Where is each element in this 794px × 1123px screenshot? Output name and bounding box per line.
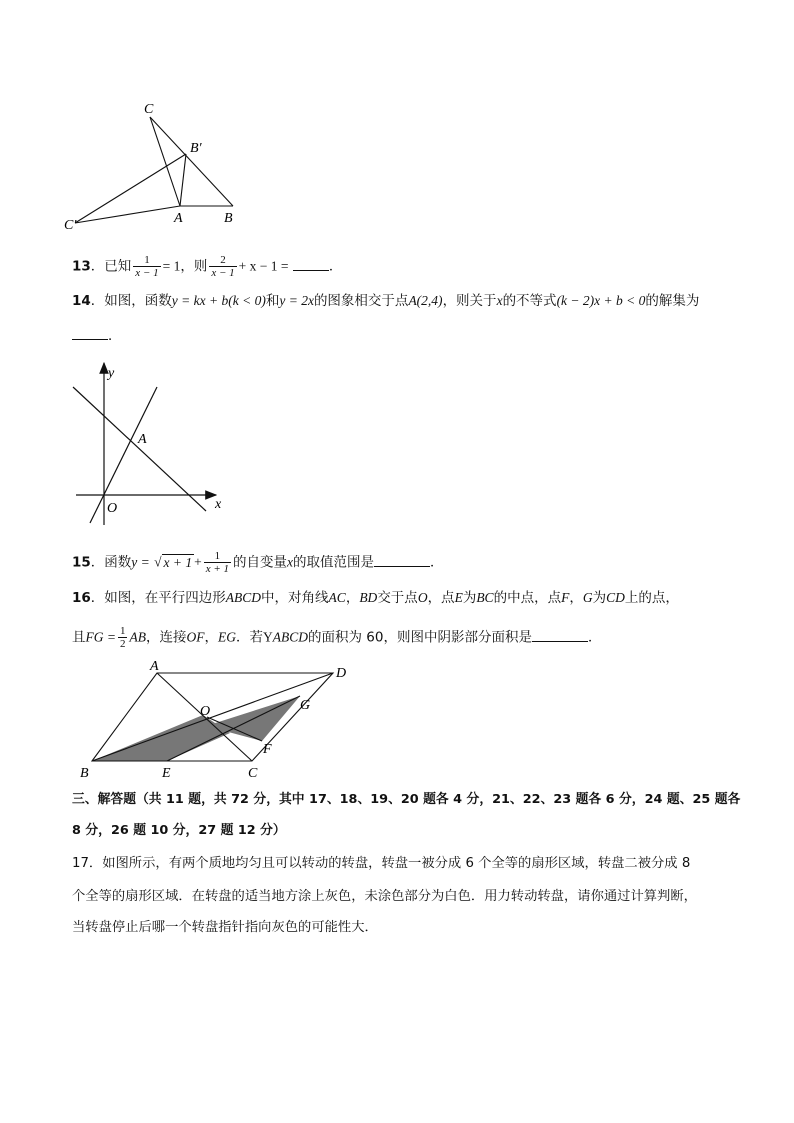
line-y-2x	[90, 387, 157, 523]
fraction-15: $\frac{1}{x + 1}$	[205, 550, 230, 575]
label-D: D	[336, 666, 347, 681]
section-3-heading: 三、解答题（共 11 题，共 72 分，其中 17、18、19、20 题各 4 分，21、22、23 题各 6 分，24 题、25 题各	[72, 792, 741, 807]
question-14-line2: ．	[72, 325, 122, 346]
label-G: G	[300, 698, 311, 713]
fraction-16: $\frac{1}{2}$	[119, 625, 126, 650]
answer-blank-14[interactable]	[72, 325, 108, 340]
label-B-prime: B′	[190, 141, 202, 156]
question-17-line2: 个全等的扇形区域．在转盘的适当地方涂上灰色，未涂色部分为白色．用力转动转盘，请你通过计算判断，	[72, 889, 697, 904]
figure-q12	[60, 95, 260, 245]
diagonal-BD	[92, 673, 333, 761]
segment-CA	[150, 117, 180, 206]
label-x: x	[215, 497, 222, 512]
segment-CB	[150, 117, 233, 206]
label-B: B	[224, 211, 233, 226]
question-13: 13．已知 $\frac{1}{x - 1}$ = 1，则 $\frac{2}{x - 1}$ + x − 1 = ．	[72, 254, 343, 279]
figure-q16	[70, 655, 350, 785]
label-O: O	[107, 501, 118, 516]
answer-blank-15[interactable]	[374, 552, 430, 567]
section-3-heading-line2: 8 分，26 题 10 分，27 题 12 分）	[72, 823, 286, 838]
segment-ABp	[180, 154, 186, 206]
label-E: E	[162, 766, 171, 781]
question-16: 16．如图，在平行四边形ABCD中，对角线AC，BD交于点O，点E为BC的中点，点F，G为CD上的点，	[72, 590, 679, 606]
question-14: 14．如图，函数y = kx + b(k < 0)和y = 2x的图象相交于点A(2,4)，则关于x的不等式(k − 2)x + b < 0的解集为	[72, 293, 700, 309]
label-A: A	[138, 432, 147, 447]
label-A: A	[174, 211, 183, 226]
question-17-line3: 当转盘停止后哪一个转盘指针指向灰色的可能性大．	[72, 920, 378, 935]
sqrt-expression: x + 1	[163, 554, 193, 570]
label-C: C	[144, 102, 154, 117]
question-15: 15．函数y = √ x + 1 + $\frac{1}{x + 1}$ 的自变量x的取值范围是 ．	[72, 550, 444, 575]
label-C-prime: C′	[64, 218, 77, 233]
label-y: y	[108, 366, 115, 381]
figure-q14	[60, 355, 240, 535]
label-A: A	[150, 659, 159, 674]
answer-blank-16[interactable]	[532, 627, 588, 642]
fraction-1: $\frac{1}{x - 1}$	[135, 254, 159, 279]
answer-blank-13[interactable]	[293, 256, 329, 271]
question-17: 17．如图所示，有两个质地均匀且可以转动的转盘，转盘一被分成 6 个全等的扇形区域，转盘二被分成 8	[72, 856, 691, 871]
question-16-line2: 且FG = $\frac{1}{2}$ AB，连接OF，EG．若YABCD的面积为 60，则图中阴影部分面积是 ．	[72, 625, 602, 650]
label-F: F	[263, 742, 272, 757]
label-C: C	[248, 766, 258, 781]
label-O: O	[200, 704, 211, 719]
fraction-2: $\frac{2}{x - 1}$	[211, 254, 235, 279]
label-B: B	[80, 766, 89, 781]
segment-CpBp	[75, 154, 186, 223]
segment-CpA	[75, 206, 180, 223]
line-y-kx-b	[73, 387, 206, 511]
